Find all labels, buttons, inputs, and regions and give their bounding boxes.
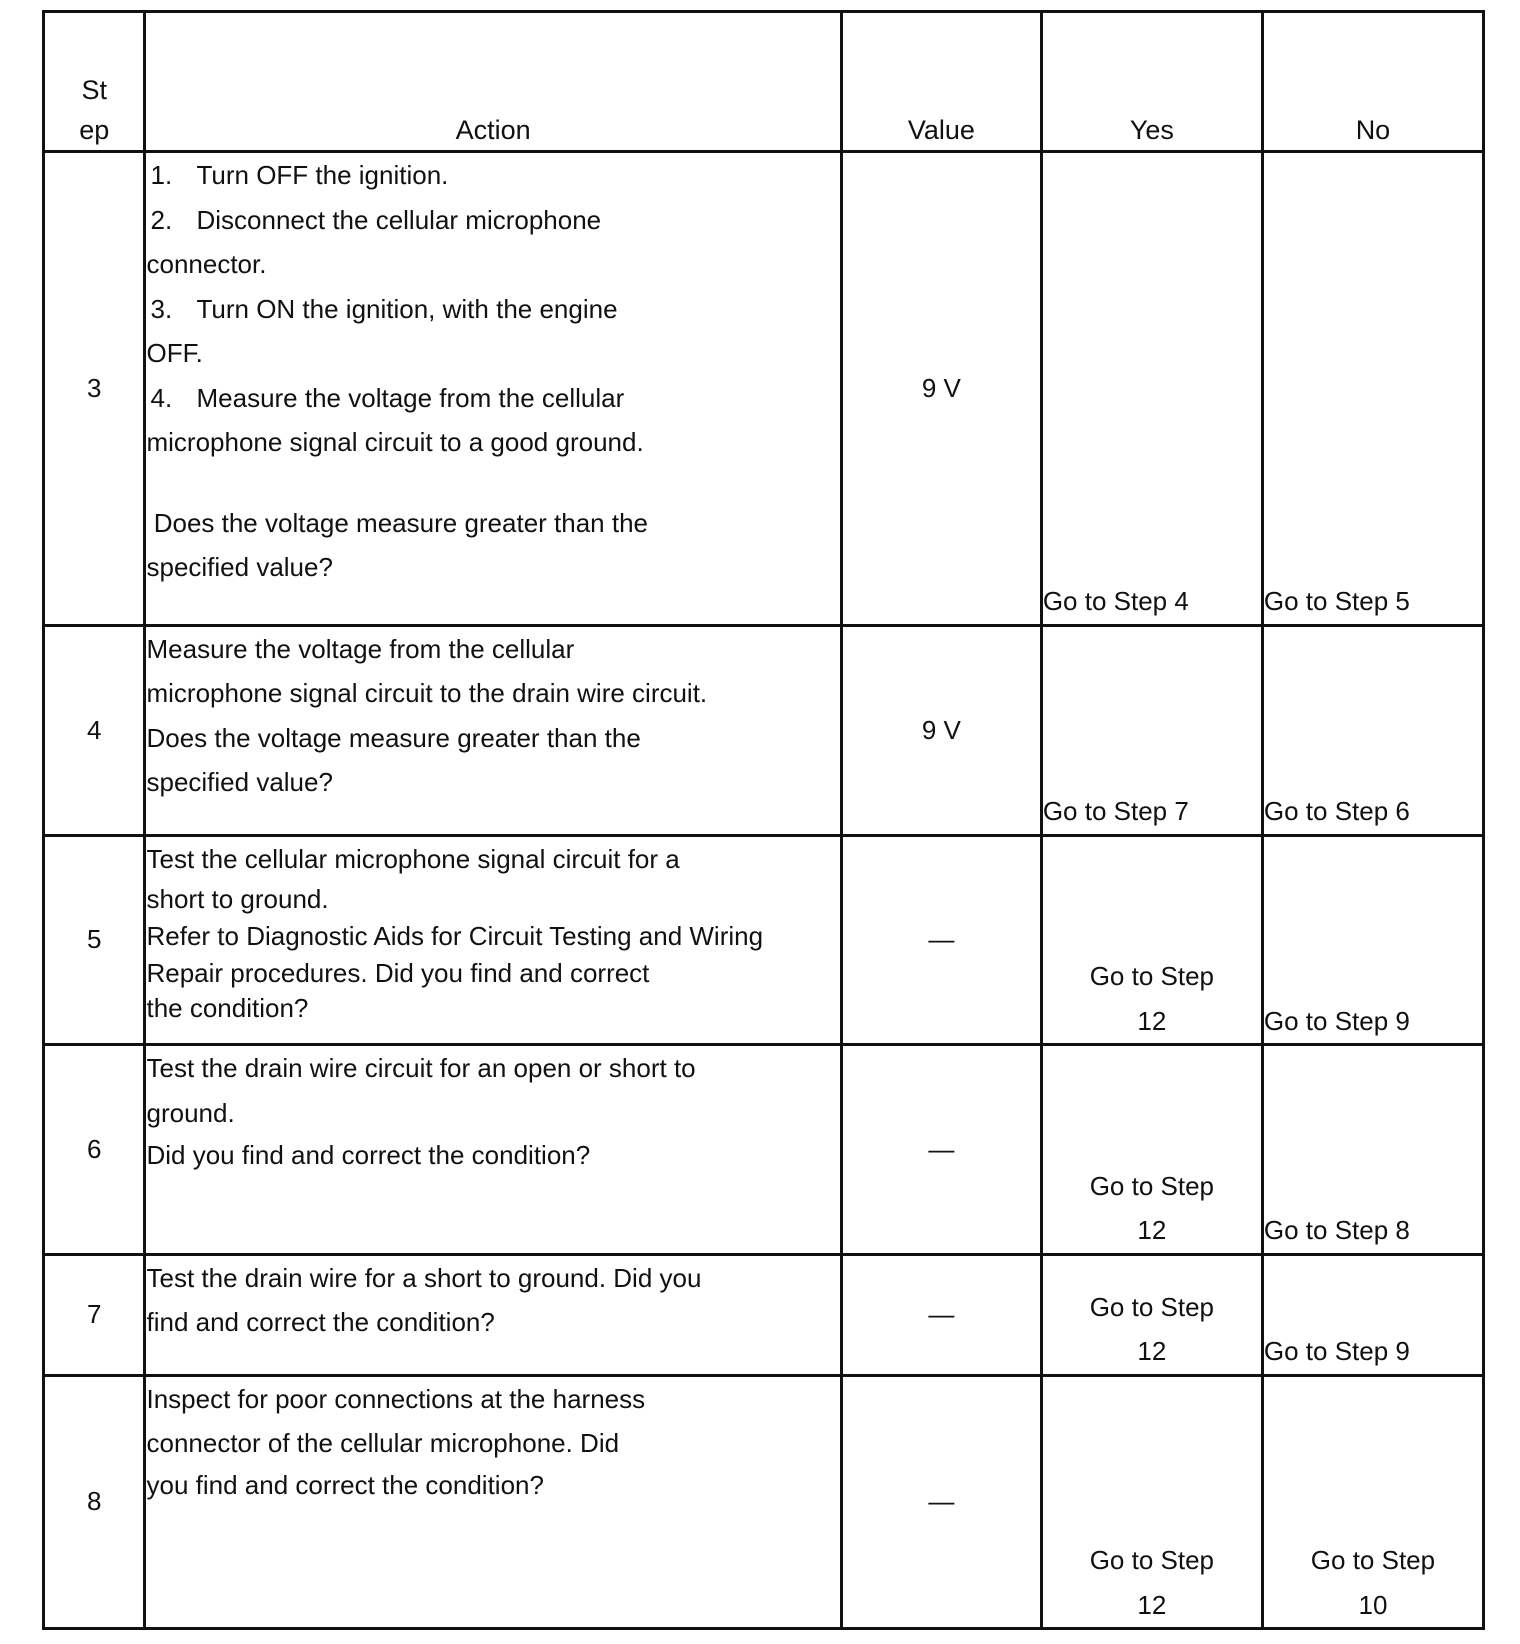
header-row bbox=[44, 12, 1484, 152]
action-line: 4. Measure the voltage from the cellular bbox=[150, 382, 625, 413]
table-row bbox=[44, 1045, 1484, 1255]
yes-cell: Go to Step 12 bbox=[1041, 1375, 1262, 1628]
action-line: the condition? bbox=[146, 993, 309, 1024]
table-row bbox=[44, 625, 1484, 835]
action-line: Test the drain wire circuit for an open or short to bbox=[146, 1053, 696, 1084]
header-step: St ep bbox=[44, 12, 145, 152]
action-cell bbox=[145, 835, 841, 1045]
action-line: OFF. bbox=[146, 338, 203, 369]
yes-cell: Go to Step 12 bbox=[1041, 1254, 1262, 1375]
no-cell: Go to Step 6 bbox=[1262, 625, 1483, 835]
action-line: Test the cellular microphone signal circuit for a bbox=[146, 843, 680, 874]
diagnostic-table bbox=[42, 10, 1485, 1630]
header-action: Action bbox=[145, 12, 841, 152]
action-line: Measure the voltage from the cellular bbox=[146, 633, 575, 664]
no-cell: Go to Step 9 bbox=[1262, 1254, 1483, 1375]
no-cell: Go to Step 9 bbox=[1262, 835, 1483, 1045]
yes-cell: Go to Step 12 bbox=[1041, 1045, 1262, 1255]
action-line: ground. bbox=[146, 1097, 235, 1128]
action-line: microphone signal circuit to a good ground. bbox=[146, 427, 644, 458]
action-line: you find and correct the condition? bbox=[146, 1469, 544, 1500]
step-number: 4 bbox=[44, 625, 145, 835]
value-cell: 9 V bbox=[841, 625, 1041, 835]
header-yes: Yes bbox=[1041, 12, 1262, 152]
action-line: connector of the cellular microphone. Did bbox=[146, 1428, 620, 1459]
value-cell: 9 V bbox=[841, 152, 1041, 626]
step-number: 7 bbox=[44, 1254, 145, 1375]
no-cell: Go to Step 10 bbox=[1262, 1375, 1483, 1628]
table-row bbox=[44, 1375, 1484, 1628]
step-number: 6 bbox=[44, 1045, 145, 1255]
action-line: specified value? bbox=[146, 552, 333, 583]
no-cell: Go to Step 5 bbox=[1262, 152, 1483, 626]
yes-cell: Go to Step 7 bbox=[1041, 625, 1262, 835]
action-cell bbox=[145, 625, 841, 835]
step-number: 3 bbox=[44, 152, 145, 626]
action-line: Does the voltage measure greater than the bbox=[146, 722, 641, 753]
step-number: 8 bbox=[44, 1375, 145, 1628]
table-row bbox=[44, 152, 1484, 626]
action-line: 3. Turn ON the ignition, with the engine bbox=[150, 293, 618, 324]
value-cell: — bbox=[841, 835, 1041, 1045]
action-line: 2. Disconnect the cellular microphone bbox=[150, 204, 602, 235]
action-line: connector. bbox=[146, 249, 267, 280]
action-cell bbox=[145, 1045, 841, 1255]
action-line: Test the drain wire for a short to ground. Did you bbox=[146, 1262, 702, 1293]
action-line: Repair procedures. Did you find and correct bbox=[146, 958, 650, 989]
action-line: microphone signal circuit to the drain wire circuit. bbox=[146, 678, 708, 709]
action-line: Does the voltage measure greater than the bbox=[146, 507, 649, 538]
action-cell bbox=[145, 1375, 841, 1628]
action-cell bbox=[145, 1254, 841, 1375]
header-no: No bbox=[1262, 12, 1483, 152]
table-row bbox=[44, 1254, 1484, 1375]
value-cell: — bbox=[841, 1045, 1041, 1255]
yes-cell: Go to Step 4 bbox=[1041, 152, 1262, 626]
yes-cell: Go to Step 12 bbox=[1041, 835, 1262, 1045]
action-cell bbox=[145, 152, 841, 626]
action-line: Did you find and correct the condition? bbox=[146, 1140, 591, 1171]
action-line: specified value? bbox=[146, 767, 333, 798]
action-line: short to ground. bbox=[146, 884, 329, 915]
no-cell: Go to Step 8 bbox=[1262, 1045, 1483, 1255]
action-line: Refer to Diagnostic Aids for Circuit Testing and Wiring bbox=[146, 921, 764, 952]
value-cell: — bbox=[841, 1254, 1041, 1375]
step-number: 5 bbox=[44, 835, 145, 1045]
value-cell: — bbox=[841, 1375, 1041, 1628]
action-line: find and correct the condition? bbox=[146, 1307, 495, 1338]
action-line: 1. Turn OFF the ignition. bbox=[150, 160, 449, 191]
header-value: Value bbox=[841, 12, 1041, 152]
action-line: Inspect for poor connections at the harness bbox=[146, 1383, 646, 1414]
table-row bbox=[44, 835, 1484, 1045]
